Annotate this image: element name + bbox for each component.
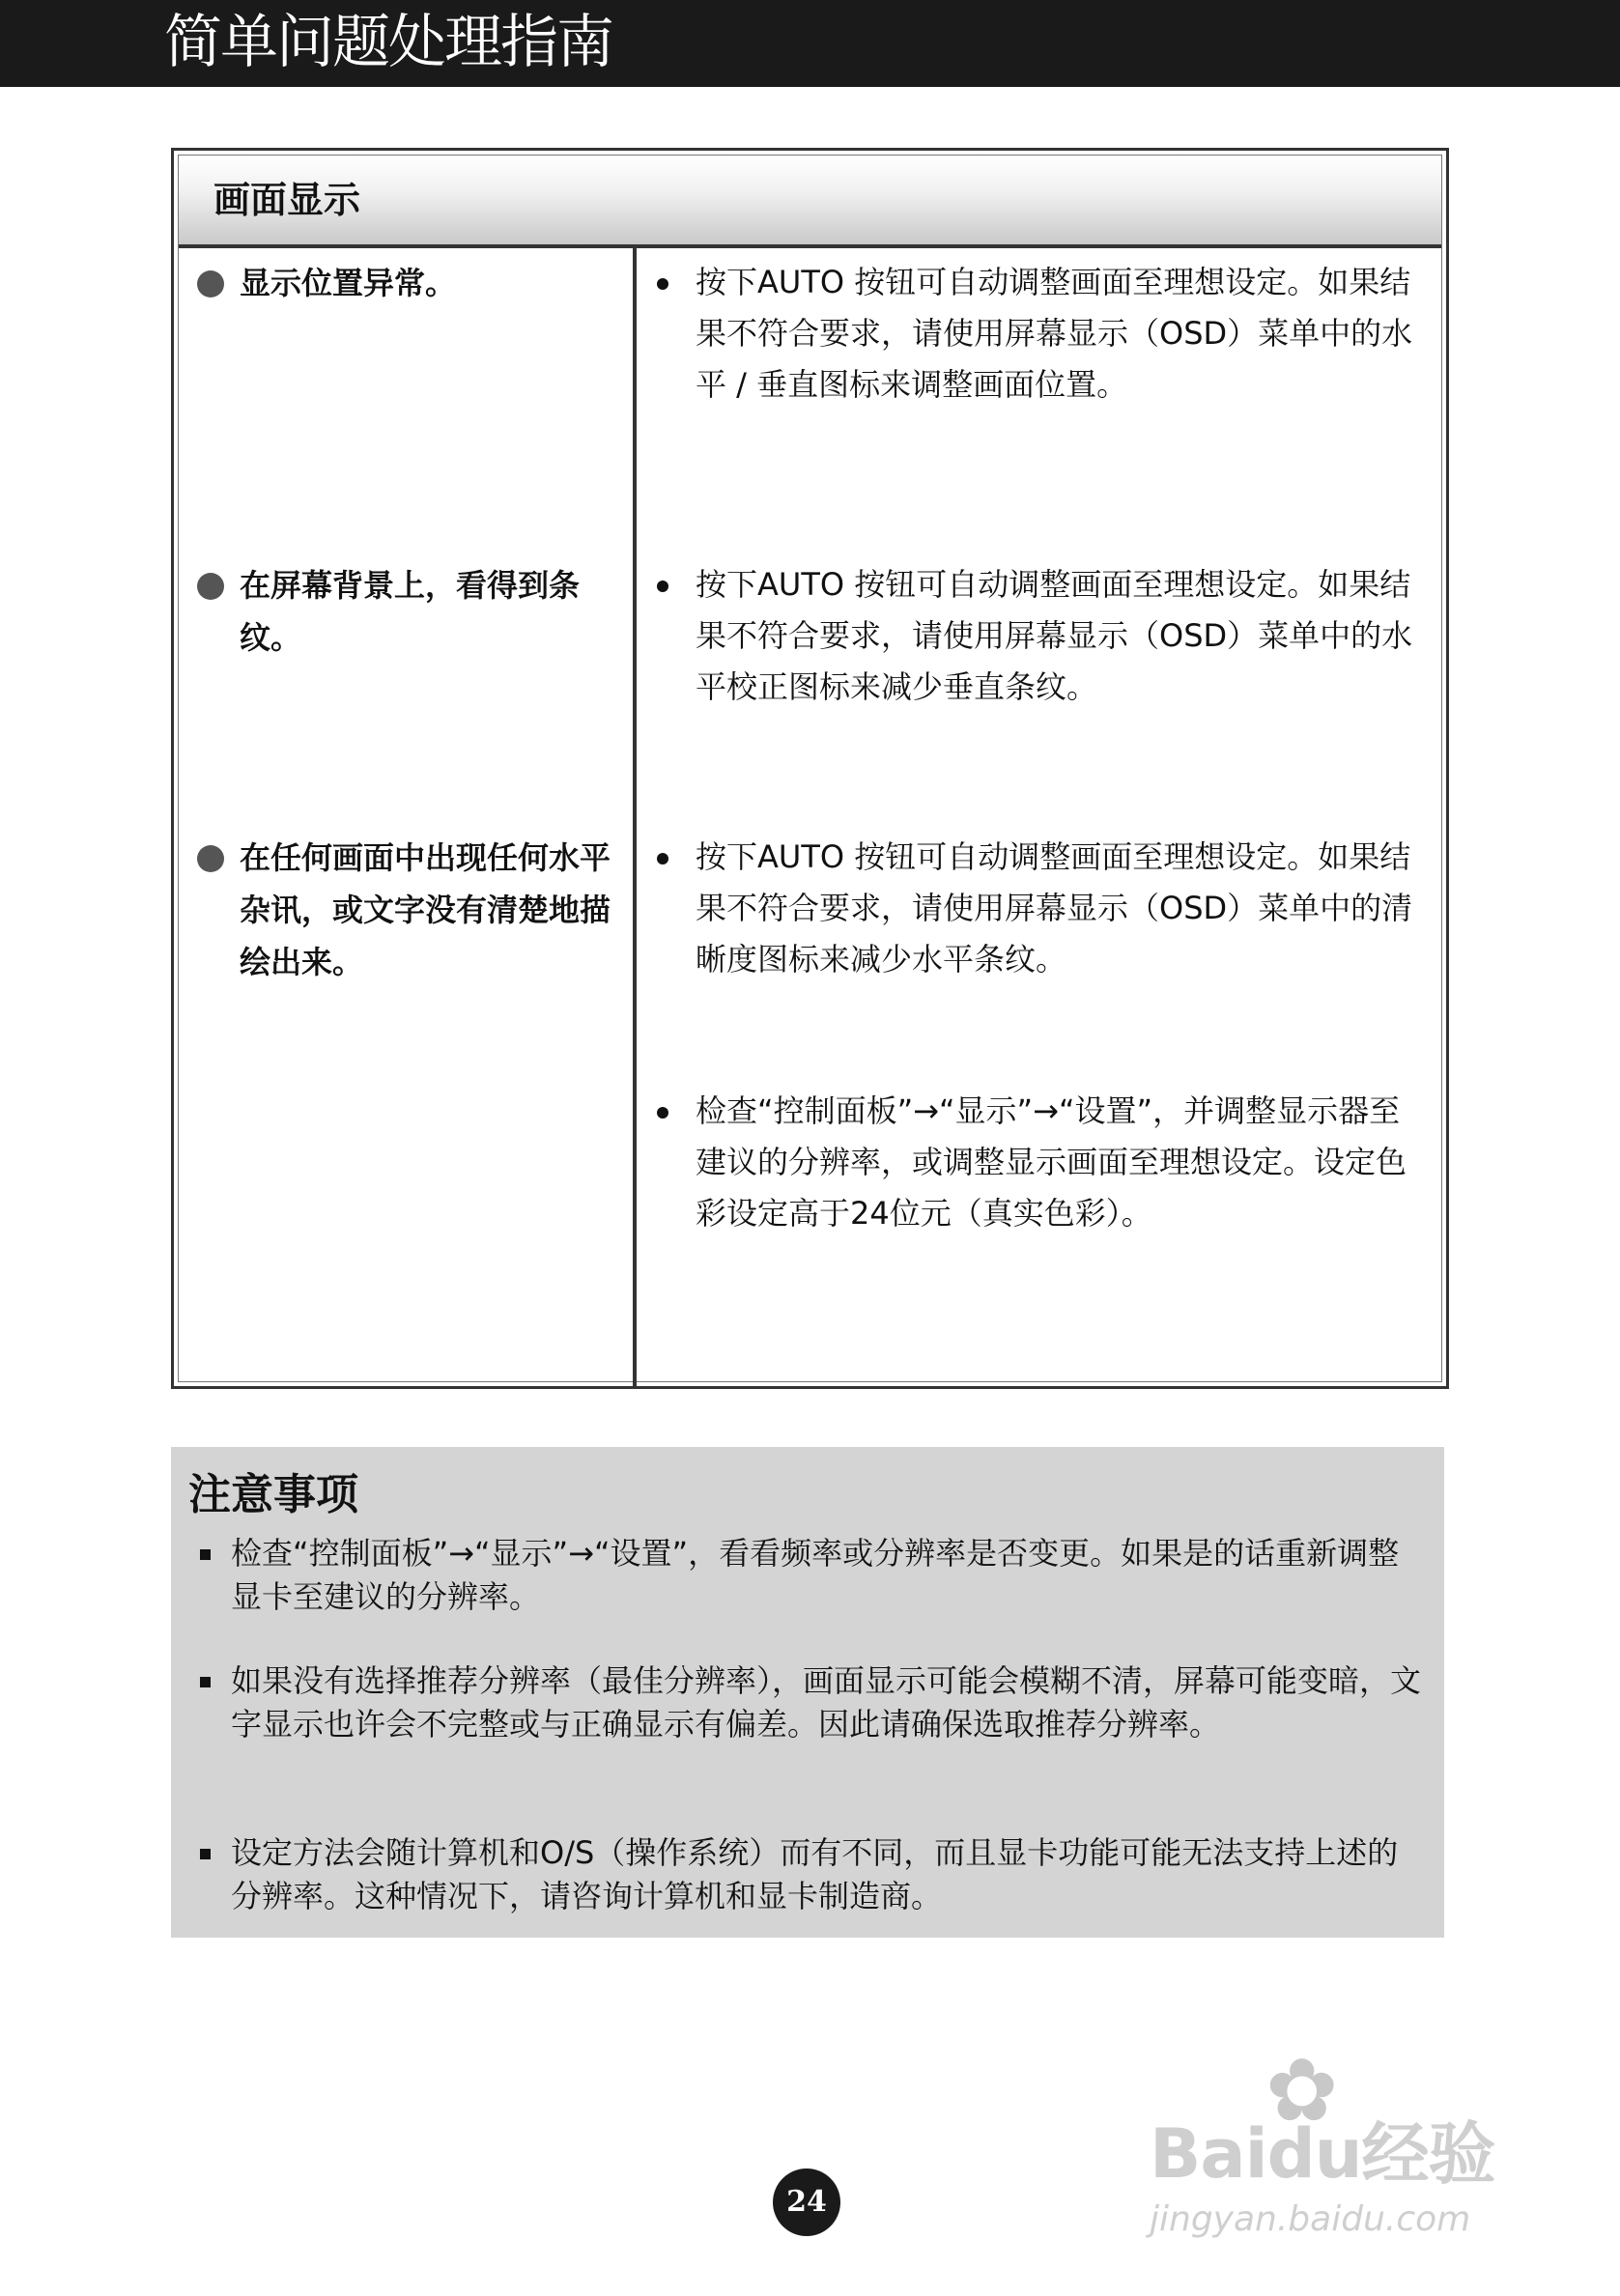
page-title: 简单问题处理指南 [164, 9, 612, 76]
note-item [200, 1532, 1427, 1619]
table-header [179, 156, 1441, 248]
square-bullet-icon [200, 1677, 211, 1687]
paw-icon: ✿ [1265, 2040, 1339, 2141]
notes-title: 注意事项 [188, 1470, 358, 1519]
column-divider [633, 244, 637, 1386]
watermark-brand: Baidu经验 [1150, 2114, 1495, 2194]
bullet-icon [197, 270, 224, 298]
bullet-icon [657, 278, 668, 290]
note-text: 检查“控制面板”→“显示”→“设置”，看看频率或分辨率是否变更。如果是的话重新调整显卡至建议的分辨率。 [231, 1535, 1400, 1615]
bullet-icon [197, 845, 224, 872]
section-title: 画面显示 [213, 179, 361, 221]
symptom-item [197, 559, 622, 664]
bullet-icon [197, 573, 224, 600]
note-text: 如果没有选择推荐分辨率（最佳分辨率），画面显示可能会模糊不清，屏幕可能变暗，文字显示也许会不完整或与正确显示有偏差。因此请确保选取推荐分辨率。 [231, 1662, 1422, 1743]
bullet-icon [657, 1107, 668, 1119]
remedy-item [657, 559, 1430, 713]
troubleshooting-table [171, 148, 1449, 1389]
symptom-item [197, 257, 622, 309]
symptom-text: 在屏幕背景上，看得到条纹。 [240, 567, 581, 656]
watermark-url: jingyan.baidu.com [1150, 2199, 1471, 2239]
note-item [200, 1659, 1427, 1746]
remedy-text: 按下AUTO 按钮可自动调整画面至理想设定。如果结果不符合要求，请使用屏幕显示（OSD）菜单中的清晰度图标来减少水平条纹。 [696, 838, 1413, 978]
symptom-item [197, 832, 622, 988]
bullet-icon [657, 853, 668, 865]
remedy-text: 按下AUTO 按钮可自动调整画面至理想设定。如果结果不符合要求，请使用屏幕显示（OSD）菜单中的水平校正图标来减少垂直条纹。 [696, 566, 1413, 705]
remedy-text: 按下AUTO 按钮可自动调整画面至理想设定。如果结果不符合要求，请使用屏幕显示（OSD）菜单中的水平 / 垂直图标来调整画面位置。 [696, 264, 1413, 403]
remedy-item [657, 257, 1430, 411]
page-number: 24 [773, 2168, 840, 2236]
note-text: 设定方法会随计算机和O/S（操作系统）而有不同，而且显卡功能可能无法支持上述的分辨率。这种情况下，请咨询计算机和显卡制造商。 [231, 1834, 1399, 1914]
square-bullet-icon [200, 1549, 211, 1560]
square-bullet-icon [200, 1849, 211, 1859]
remedy-item [657, 1086, 1430, 1239]
symptom-text: 在任何画面中出现任何水平杂讯，或文字没有清楚地描绘出来。 [240, 839, 611, 980]
watermark [1140, 2040, 1546, 2241]
notes-box [171, 1447, 1444, 1938]
bullet-icon [657, 581, 668, 592]
symptom-text: 显示位置异常。 [240, 265, 457, 301]
header-bar [0, 0, 1620, 87]
remedy-text: 检查“控制面板”→“显示”→“设置”，并调整显示器至建议的分辨率，或调整显示画面至理想设定。设定色彩设定高于24位元（真实色彩）。 [696, 1092, 1407, 1232]
note-item [200, 1831, 1427, 1918]
remedy-item [657, 832, 1430, 985]
